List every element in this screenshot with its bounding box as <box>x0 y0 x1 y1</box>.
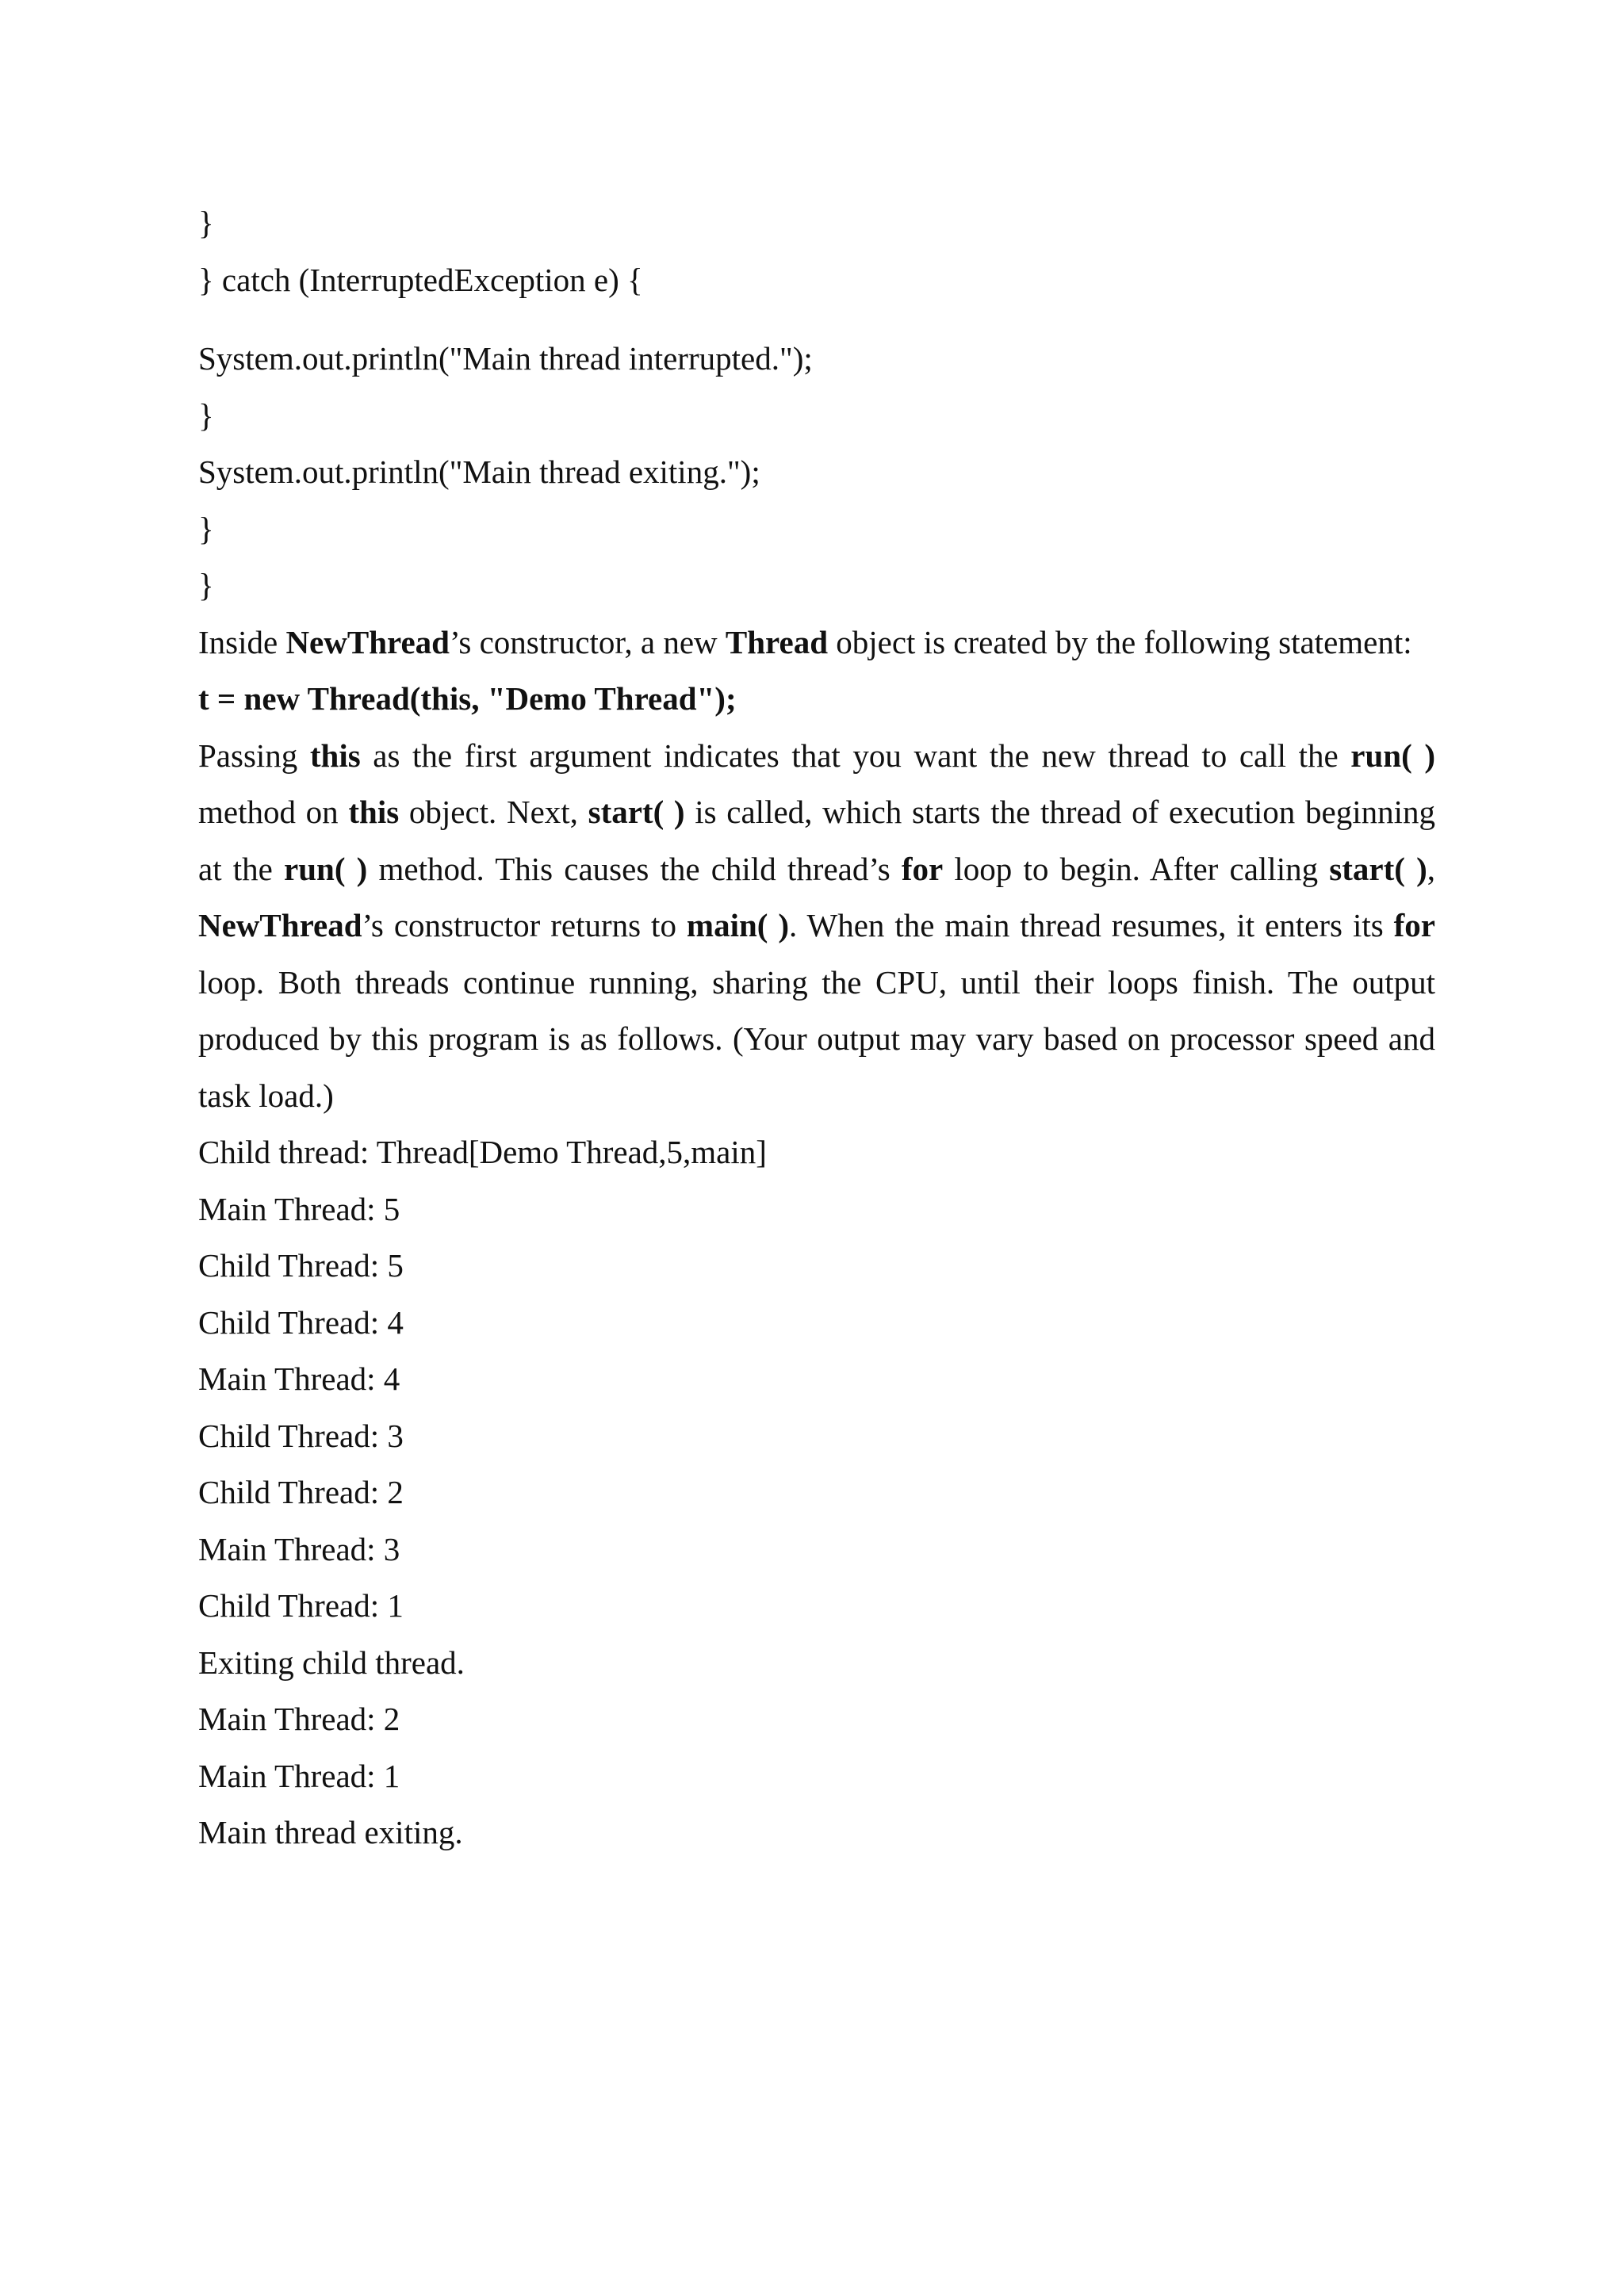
text-run: Passing <box>198 737 310 774</box>
output-line: Child Thread: 1 <box>198 1587 404 1624</box>
text-run: ’s constructor returns to <box>362 907 687 943</box>
text-run: method. This causes the child thread’s <box>367 850 902 887</box>
output-line: Main Thread: 3 <box>198 1530 400 1567</box>
output-line: Child Thread: 3 <box>198 1417 404 1454</box>
output-line: Child Thread: 2 <box>198 1474 404 1510</box>
bold-term: NewThread <box>285 623 450 660</box>
output-line: Main thread exiting. <box>198 1814 463 1850</box>
bold-term: for <box>901 850 944 887</box>
bold-term: Thread <box>725 623 828 660</box>
text-run: object is created by the following statement: <box>828 623 1412 660</box>
code-line: } <box>198 205 214 241</box>
bold-term: start( ) <box>1329 850 1427 887</box>
bold-statement: t = new Thread(this, "Demo Thread"); <box>198 680 737 717</box>
intro-paragraph <box>198 614 1435 672</box>
text-run: as the first argument indicates that you want the new thread to call the <box>360 737 1351 774</box>
bold-term: this <box>309 737 361 774</box>
output-line: Exiting child thread. <box>198 1644 465 1681</box>
output-line: Main Thread: 1 <box>198 1757 400 1794</box>
text-run: loop to begin. After calling <box>943 850 1330 887</box>
code-line: } <box>198 567 214 603</box>
output-line: Main Thread: 2 <box>198 1701 400 1737</box>
bold-term: main( ) <box>686 907 790 943</box>
code-line: } <box>198 396 214 434</box>
explanation-paragraph <box>198 728 1435 1125</box>
code-line: System.out.println("Main thread interrupted."); <box>198 340 813 377</box>
code-line: } catch (InterruptedException e) { <box>198 261 643 298</box>
text-run: Inside <box>198 623 286 660</box>
code-line: System.out.println("Main thread exiting."); <box>198 453 760 490</box>
bold-term: NewThread <box>198 907 362 943</box>
bold-term: run( ) <box>284 850 368 887</box>
bold-term: this <box>348 794 400 830</box>
text-run: loop. Both threads continue running, sharing the CPU, until their loops finish. The output produced by this program is as follows. (Your output may vary based on processor speed and task load.) <box>198 963 1435 1114</box>
statement-line <box>198 671 1435 728</box>
text-run: . When the main thread resumes, it enters its <box>789 907 1394 943</box>
program-output <box>198 1124 1435 1862</box>
text-run: object. Next, <box>399 794 588 830</box>
text-run: is called, which starts the thread of execution beginning at the <box>198 794 1435 887</box>
bold-term: start( ) <box>588 794 685 830</box>
output-line: Child Thread: 5 <box>198 1247 404 1284</box>
text-run: method on <box>198 794 349 830</box>
code-line: } <box>198 510 214 547</box>
bold-term: for <box>1393 907 1436 943</box>
code-block <box>198 195 1435 614</box>
output-line: Main Thread: 5 <box>198 1190 400 1227</box>
text-run: , <box>1427 850 1435 887</box>
document-page <box>198 195 1435 1862</box>
output-line: Main Thread: 4 <box>198 1360 400 1397</box>
output-line: Child Thread: 4 <box>198 1303 404 1341</box>
bold-term: run( ) <box>1350 737 1435 774</box>
output-line: Child thread: Thread[Demo Thread,5,main] <box>198 1134 767 1170</box>
text-run: ’s constructor, a new <box>449 623 726 660</box>
